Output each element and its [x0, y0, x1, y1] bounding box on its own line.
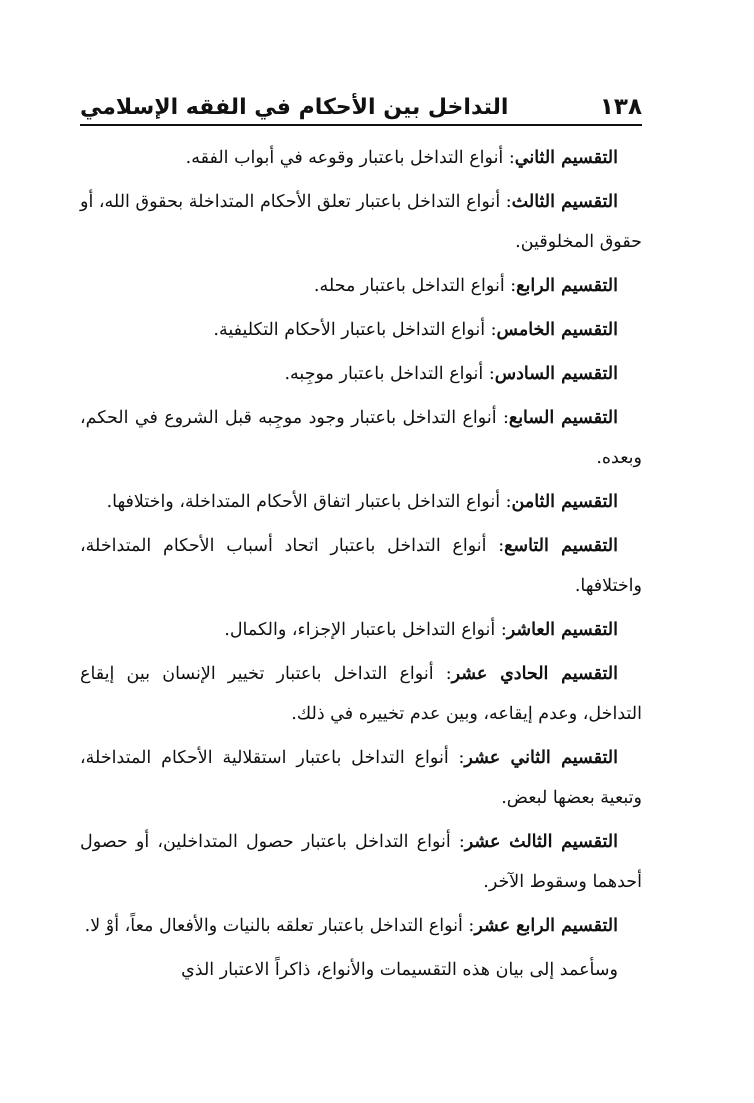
division-text: : أنواع التداخل باعتبار استقلالية الأحكام المتداخلة، وتبعية بعضها لبعض.	[80, 748, 642, 808]
paragraph	[80, 610, 642, 650]
division-text: : أنواع التداخل باعتبار اتفاق الأحكام المتداخلة، واختلافها.	[106, 492, 512, 512]
division-term: التقسيم الخامس	[496, 320, 618, 340]
paragraph	[80, 482, 642, 522]
division-text: : أنواع التداخل باعتبار تخيير الإنسان بين إيقاع التداخل، وعدم إيقاعه، وبين عدم تخييره في ذلك.	[80, 664, 642, 724]
division-term: التقسيم الرابع	[516, 276, 618, 296]
division-text: : أنواع التداخل باعتبار حصول المتداخلين، أو حصول أحدهما وسقوط الآخر.	[80, 832, 642, 892]
division-term: التقسيم الثاني عشر	[464, 748, 618, 768]
paragraph	[80, 138, 642, 178]
division-text: : أنواع التداخل باعتبار اتحاد أسباب الأحكام المتداخلة، واختلافها.	[80, 536, 642, 596]
paragraph	[80, 310, 642, 350]
page-number: ١٣٨	[599, 94, 642, 120]
paragraph	[80, 398, 642, 478]
paragraph	[80, 822, 642, 902]
division-text: : أنواع التداخل باعتبار الأحكام التكليفية.	[213, 320, 497, 340]
paragraph	[80, 266, 642, 306]
division-term: التقسيم الرابع عشر	[474, 916, 618, 936]
paragraph-closing	[80, 950, 642, 990]
paragraph	[80, 526, 642, 606]
division-text: وسأعمد إلى بيان هذه التقسيمات والأنواع، ذاكراً الاعتبار الذي	[181, 960, 618, 980]
paragraph	[80, 654, 642, 734]
division-text: : أنواع التداخل باعتبار وجود موجِبه قبل الشروع في الحكم، وبعده.	[80, 408, 642, 468]
division-text: : أنواع التداخل باعتبار موجِبه.	[284, 364, 495, 384]
running-header	[80, 80, 642, 126]
division-text: : أنواع التداخل باعتبار تعلقه بالنيات والأفعال معاً، أوْ لا.	[84, 916, 475, 936]
division-term: التقسيم السادس	[494, 364, 618, 384]
division-text: : أنواع التداخل باعتبار محله.	[313, 276, 517, 296]
division-term: التقسيم الثاني	[514, 148, 618, 168]
division-text: : أنواع التداخل باعتبار الإجزاء، والكمال.	[224, 620, 507, 640]
division-term: التقسيم العاشر	[506, 620, 618, 640]
division-text: : أنواع التداخل باعتبار تعلق الأحكام المتداخلة بحقوق الله، أو حقوق المخلوقين.	[80, 192, 642, 252]
division-term: التقسيم السابع	[508, 408, 618, 428]
division-text: : أنواع التداخل باعتبار وقوعه في أبواب الفقه.	[185, 148, 515, 168]
paragraph	[80, 354, 642, 394]
page-body	[80, 138, 642, 990]
paragraph	[80, 182, 642, 262]
header-title: التداخل بين الأحكام في الفقه الإسلامي	[80, 95, 509, 120]
division-term: التقسيم الثامن	[511, 492, 618, 512]
paragraph	[80, 738, 642, 818]
division-term: التقسيم الثالث	[511, 192, 618, 212]
division-term: التقسيم الحادي عشر	[451, 664, 618, 684]
book-page	[80, 80, 642, 994]
division-term: التقسيم التاسع	[504, 536, 618, 556]
paragraph	[80, 906, 642, 946]
division-term: التقسيم الثالث عشر	[464, 832, 618, 852]
